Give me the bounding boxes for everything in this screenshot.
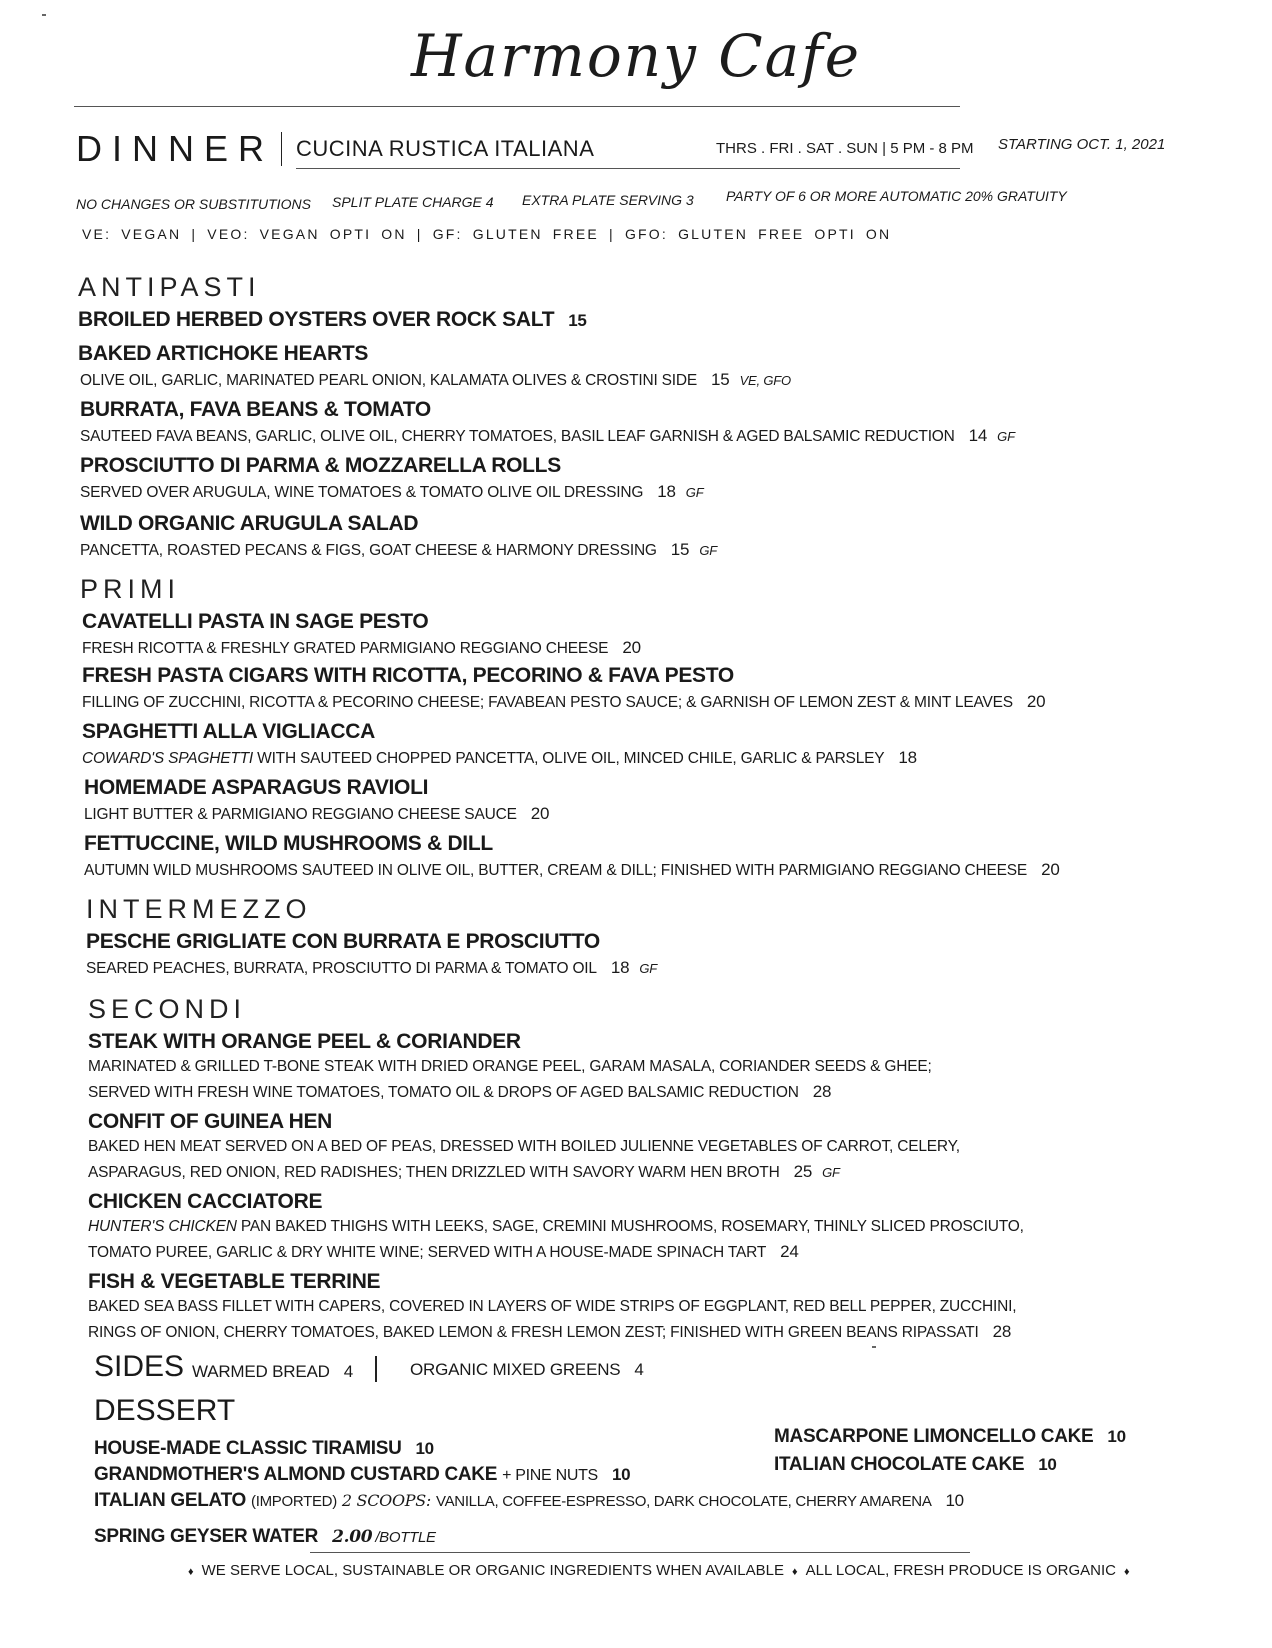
item-price: 2.00: [332, 1527, 373, 1547]
menu-item: CAVATELLI PASTA IN SAGE PESTO: [82, 610, 429, 633]
desc-text: TOMATO PUREE, GARLIC & DRY WHITE WINE; SERVED WITH A HOUSE-MADE SPINACH TART: [88, 1244, 767, 1261]
item-price: 10: [611, 1465, 631, 1484]
menu-item: PESCHE GRIGLIATE CON BURRATA E PROSCIUTTO: [86, 930, 600, 953]
menu-item: CHICKEN CACCIATORE: [88, 1190, 323, 1213]
item-name: MASCARPONE LIMONCELLO CAKE: [774, 1426, 1094, 1447]
item-price: 4: [634, 1360, 644, 1379]
item-description: MARINATED & GRILLED T-BONE STEAK WITH DRIED ORANGE PEEL, GARAM MASALA, CORIANDER SEEDS & GHEE;: [88, 1058, 932, 1075]
desc-text: SEARED PEACHES, BURRATA, PROSCIUTTO DI PARMA & TOMATO OIL: [86, 960, 597, 977]
menu-item: FETTUCCINE, WILD MUSHROOMS & DILL: [84, 832, 493, 855]
item-price: 10: [415, 1439, 434, 1458]
desc-italic: COWARD'S SPAGHETTI: [82, 750, 254, 767]
policy-split-plate: SPLIT PLATE CHARGE 4: [332, 194, 494, 210]
policy-no-changes: NO CHANGES OR SUBSTITUTIONS: [76, 196, 311, 212]
diamond-icon: ♦: [1123, 1566, 1130, 1578]
menu-item: PROSCIUTTO DI PARMA & MOZZARELLA ROLLS: [80, 454, 561, 477]
item-name: GRANDMOTHER'S ALMOND CUSTARD CAKE: [94, 1464, 498, 1485]
cafe-title: Harmony Cafe: [410, 22, 862, 90]
desc-text: RINGS OF ONION, CHERRY TOMATOES, BAKED LEMON & FRESH LEMON ZEST; FINISHED WITH GREEN BEANS RIPASSATI: [88, 1324, 979, 1341]
item-price: 15: [568, 311, 587, 330]
item-description: [88, 1322, 1011, 1342]
item-description: [80, 426, 1015, 446]
policy-gratuity: PARTY OF 6 OR MORE AUTOMATIC 20% GRATUITY: [726, 188, 1067, 204]
item-price: 10: [945, 1491, 964, 1510]
item-price: 15: [670, 540, 690, 559]
item-price: 14: [968, 426, 988, 445]
menu-item: CONFIT OF GUINEA HEN: [88, 1110, 333, 1133]
policy-extra-plate: EXTRA PLATE SERVING 3: [522, 192, 694, 208]
desc-italic: HUNTER'S CHICKEN: [88, 1218, 237, 1235]
meal-heading: DINNER: [76, 128, 275, 169]
item-flavors: VANILLA, COFFEE-ESPRESSO, DARK CHOCOLATE, CHERRY AMARENA: [435, 1493, 932, 1510]
service-hours: THRS . FRI . SAT . SUN | 5 PM - 8 PM: [716, 140, 974, 157]
item-price: 18: [657, 482, 676, 501]
item-extra: + PINE NUTS: [502, 1467, 598, 1484]
desc-text: PAN BAKED THIGHS WITH LEEKS, SAGE, CREMINI MUSHROOMS, ROSEMARY, THINLY SLICED PROSCIUTO,: [240, 1218, 1024, 1235]
item-description: [88, 1082, 831, 1102]
item-description: [88, 1242, 799, 1262]
section-antipasti: ANTIPASTI: [78, 272, 261, 302]
menu-item: STEAK WITH ORANGE PEEL & CORIANDER: [88, 1030, 521, 1053]
item-price: 15: [711, 370, 730, 389]
footer-organic: ALL LOCAL, FRESH PRODUCE IS ORGANIC: [805, 1562, 1116, 1579]
desc-text: SERVED OVER ARUGULA, WINE TOMATOES & TOMATO OLIVE OIL DRESSING: [80, 484, 644, 501]
item-description: [88, 1218, 1024, 1236]
menu-item: BURRATA, FAVA BEANS & TOMATO: [80, 398, 431, 421]
item-price: 28: [812, 1082, 832, 1101]
scan-speck: [872, 1346, 876, 1348]
price-unit: /BOTTLE: [375, 1529, 436, 1546]
item-price: 10: [1107, 1427, 1126, 1446]
desc-text: LIGHT BUTTER & PARMIGIANO REGGIANO CHEESE SAUCE: [84, 806, 517, 823]
item-price: 20: [622, 638, 641, 657]
item-price: 18: [610, 958, 630, 977]
desc-text: ASPARAGUS, RED ONION, RED RADISHES; THEN DRIZZLED WITH SAVORY WARM HEN BROTH: [88, 1164, 780, 1181]
item-price: 18: [898, 748, 917, 767]
dietary-tag: VE, GFO: [739, 373, 791, 388]
item-price: 25: [793, 1162, 813, 1181]
item-description: [80, 482, 703, 502]
section-secondi: SECONDI: [88, 994, 247, 1024]
dessert-item: [774, 1426, 1126, 1448]
item-price: 10: [1038, 1455, 1057, 1474]
dietary-tag: GF: [699, 543, 717, 558]
item-description: BAKED SEA BASS FILLET WITH CAPERS, COVERED IN LAYERS OF WIDE STRIPS OF EGGPLANT, RED BELL PEPPER, ZUCCHINI,: [88, 1298, 1017, 1315]
item-description: [82, 692, 1045, 712]
section-dessert: DESSERT: [94, 1394, 236, 1427]
menu-item: [78, 308, 587, 332]
footer-local: WE SERVE LOCAL, SUSTAINABLE OR ORGANIC INGREDIENTS WHEN AVAILABLE: [201, 1562, 784, 1579]
dessert-item: [94, 1490, 964, 1512]
dietary-tag: GF: [685, 485, 704, 500]
menu-item: FISH & VEGETABLE TERRINE: [88, 1270, 381, 1293]
footer-rule: [310, 1552, 970, 1553]
item-description: [88, 1162, 840, 1182]
item-price: 28: [992, 1322, 1012, 1341]
item-description: [82, 748, 917, 768]
cuisine-subtitle: CUCINA RUSTICA ITALIANA: [296, 136, 595, 161]
item-description: [84, 860, 1060, 880]
scan-speck: [42, 14, 46, 16]
side-item: [192, 1362, 353, 1382]
sides-divider: [375, 1356, 377, 1382]
item-description: [84, 804, 549, 824]
dessert-item: [94, 1438, 434, 1460]
item-price: 20: [530, 804, 550, 823]
menu-item: WILD ORGANIC ARUGULA SALAD: [80, 512, 419, 535]
dietary-tag: GF: [822, 1165, 840, 1180]
diamond-icon: ♦: [792, 1566, 798, 1578]
item-price: 20: [1026, 692, 1046, 711]
desc-text: AUTUMN WILD MUSHROOMS SAUTEED IN OLIVE OIL, BUTTER, CREAM & DILL; FINISHED WITH PARMIGIANO REGGIANO CHEESE: [84, 862, 1028, 879]
start-date: STARTING OCT. 1, 2021: [998, 136, 1166, 153]
menu-item: BAKED ARTICHOKE HEARTS: [78, 342, 369, 365]
item-note: (IMPORTED): [251, 1493, 337, 1510]
desc-text: SERVED WITH FRESH WINE TOMATOES, TOMATO OIL & DROPS OF AGED BALSAMIC REDUCTION: [88, 1084, 799, 1101]
desc-text: FRESH RICOTTA & FRESHLY GRATED PARMIGIANO REGGIANO CHEESE: [82, 640, 609, 657]
item-name: ITALIAN CHOCOLATE CAKE: [774, 1454, 1025, 1475]
desc-text: OLIVE OIL, GARLIC, MARINATED PEARL ONION, KALAMATA OLIVES & CROSTINI SIDE: [80, 372, 698, 389]
dessert-item: [94, 1464, 630, 1486]
item-name: ORGANIC MIXED GREENS: [410, 1360, 621, 1379]
desc-text: FILLING OF ZUCCHINI, RICOTTA & PECORINO CHEESE; FAVABEAN PESTO SAUCE; & GARNISH OF LEMON ZEST & MINT LEAVES: [82, 694, 1013, 711]
section-sides: SIDES: [94, 1350, 185, 1383]
dietary-legend: VE: VEGAN | VEO: VEGAN OPTI ON | GF: GLUTEN FREE | GFO: GLUTEN FREE OPTI ON: [82, 226, 892, 242]
section-primi: PRIMI: [80, 574, 181, 604]
item-price: 4: [343, 1362, 353, 1381]
item-description: [80, 540, 717, 560]
section-intermezzo: INTERMEZZO: [86, 894, 312, 924]
item-name: HOUSE-MADE CLASSIC TIRAMISU: [94, 1438, 402, 1459]
desc-text: WITH SAUTEED CHOPPED PANCETTA, OLIVE OIL, MINCED CHILE, GARLIC & PARSLEY: [257, 750, 885, 767]
item-description: [86, 958, 657, 978]
menu-item: FRESH PASTA CIGARS WITH RICOTTA, PECORINO & FAVA PESTO: [82, 664, 734, 687]
item-name: WARMED BREAD: [192, 1362, 330, 1381]
dietary-tag: GF: [639, 961, 657, 976]
dessert-item: [774, 1454, 1057, 1476]
item-price: 24: [780, 1242, 799, 1261]
header-rule: [296, 168, 960, 169]
item-name: SPRING GEYSER WATER: [94, 1526, 319, 1547]
item-description: [82, 638, 641, 658]
beverage-item: [94, 1526, 436, 1548]
item-name: ITALIAN GELATO: [94, 1490, 247, 1511]
desc-text: PANCETTA, ROASTED PECANS & FIGS, GOAT CHEESE & HARMONY DRESSING: [80, 542, 657, 559]
item-scoops: 2 SCOOPS:: [341, 1491, 431, 1510]
diamond-icon: ♦: [188, 1566, 194, 1578]
menu-item: SPAGHETTI ALLA VIGLIACCA: [82, 720, 376, 743]
item-description: [80, 370, 791, 390]
desc-text: SAUTEED FAVA BEANS, GARLIC, OLIVE OIL, CHERRY TOMATOES, BASIL LEAF GARNISH & AGED BALSAMIC REDUCTION: [80, 428, 955, 445]
footer-note: [180, 1562, 1138, 1579]
side-item: [410, 1360, 644, 1380]
title-rule: [74, 106, 960, 107]
header-divider: [281, 132, 282, 166]
menu-item: HOMEMADE ASPARAGUS RAVIOLI: [84, 776, 429, 799]
item-price: 20: [1041, 860, 1060, 879]
item-name: BROILED HERBED OYSTERS OVER ROCK SALT: [78, 308, 555, 331]
item-description: BAKED HEN MEAT SERVED ON A BED OF PEAS, DRESSED WITH BOILED JULIENNE VEGETABLES OF CARROT, CELERY,: [88, 1138, 960, 1155]
dietary-tag: GF: [997, 429, 1015, 444]
